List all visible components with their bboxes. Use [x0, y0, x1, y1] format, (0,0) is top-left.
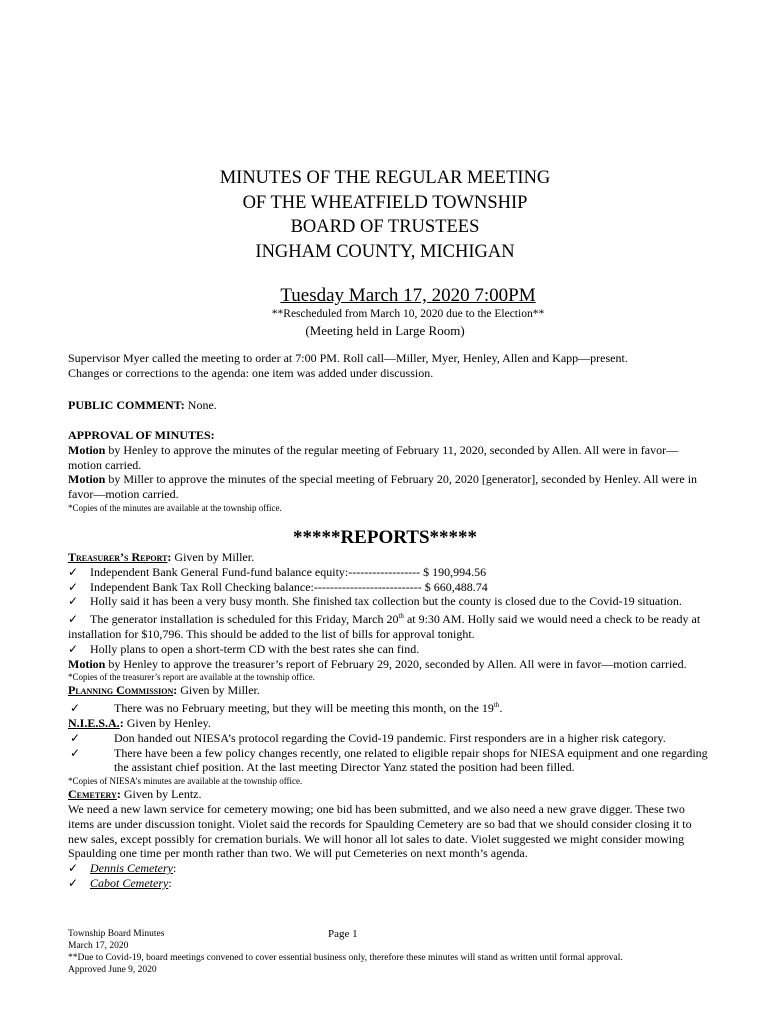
page-number: Page 1 — [328, 928, 358, 940]
meeting-room: (Meeting held in Large Room) — [305, 323, 465, 338]
opening-section — [68, 351, 708, 381]
motion-text: by Henley to approve the treasurer’s report of February 29, 2020, seconded by Allen. All were in favor—motion carried. — [108, 656, 687, 671]
cemetery-heading-line: Cemetery: Given by Lentz. — [68, 787, 202, 802]
list-item: ✓ Independent Bank Tax Roll Checking balance:--------------------------- $ 660,488.74 — [68, 579, 488, 594]
footer-line-4: Approved June 9, 2020 — [68, 965, 157, 975]
title-line: INGHAM COUNTY, MICHIGAN — [255, 241, 515, 262]
rescheduled-note: **Rescheduled from March 10, 2020 due to the Election** — [271, 308, 545, 320]
planning-heading-line: Planning Commission: Given by Miller. — [68, 683, 260, 698]
list-item: ✓ Don handed out NIESA’s protocol regarding the Covid-19 pandemic. First responders are in a higher risk category. — [70, 730, 666, 745]
planning-given-by: Given by Miller. — [180, 683, 260, 698]
treasurer-motion — [68, 657, 708, 672]
meeting-date: Tuesday March 17, 2020 7:00PM — [280, 285, 536, 306]
agenda-changes: Changes or corrections to the agenda: one item was added under discussion. — [68, 365, 434, 380]
reports-heading: *****REPORTS***** — [292, 527, 478, 548]
title-line: OF THE WHEATFIELD TOWNSHIP — [242, 192, 528, 213]
checkmark-icon: ✓ — [68, 594, 79, 609]
niesa-given-by: Given by Henley. — [126, 715, 211, 730]
treasurer-note: *Copies of the treasurer’s report are available at the township office. — [68, 672, 315, 683]
checkmark-icon: ✓ — [70, 730, 81, 745]
checkmark-icon: ✓ — [68, 875, 79, 890]
public-comment-label: PUBLIC COMMENT: — [68, 398, 185, 412]
call-to-order: Supervisor Myer called the meeting to order at 7:00 PM. Roll call—Miller, Myer, Henley, Allen and Kapp—present. — [68, 351, 628, 365]
planning-heading: Planning Commission — [68, 683, 174, 698]
motion-text: by Miller to approve the minutes of the special meeting of February 20, 2020 [generator], seconded by Henley. All were in favor—motion carried. — [68, 472, 698, 502]
title-line: BOARD OF TRUSTEES — [290, 217, 480, 237]
footer-line-1: Township Board Minutes — [68, 929, 165, 939]
page-footer — [68, 928, 708, 976]
list-item: ✓ The generator installation is scheduled for this Friday, March 20th at 9:30 AM. Holly said we would need a check to be ready at installation for $10,796. This should be added to the list of bills for approval tonight. — [68, 612, 701, 641]
approval-heading: APPROVAL OF MINUTES: — [68, 428, 215, 442]
treasurer-given-by: Given by Miller. — [174, 550, 255, 564]
list-item: ✓ Holly said it has been a very busy month. She finished tax collection but the county is closed due to the Covid-19 situation. — [68, 594, 682, 609]
checkmark-icon: ✓ — [68, 579, 79, 594]
niesa-note: *Copies of NIESA’s minutes are available at the township office. — [68, 776, 303, 787]
checkmark-icon: ✓ — [68, 861, 79, 876]
public-comment-section — [68, 398, 708, 413]
list-item: ✓ Holly plans to open a short-term CD with the best rates she can find. — [68, 641, 420, 656]
list-item: ✓ Cabot Cemetery: — [68, 875, 172, 890]
document-title — [0, 166, 770, 264]
motion-text: by Henley to approve the minutes of the regular meeting of February 11, 2020, seconded by Allen. All were in favor—motion carried. — [68, 442, 679, 472]
list-item: ✓ Independent Bank General Fund-fund balance equity:------------------ $ 190,994.56 — [68, 564, 487, 579]
checkmark-icon: ✓ — [68, 564, 79, 579]
motion-word: Motion — [68, 656, 106, 671]
list-item: ✓ Dennis Cemetery: — [68, 861, 177, 876]
treasurer-heading-line: Treasurer’s Report: Given by Miller. — [68, 550, 255, 564]
footer-line-3: **Due to Covid-19, board meetings convened to cover essential business only, therefore these minutes will stand as written until formal approval. — [68, 953, 623, 963]
cemetery-heading: Cemetery — [68, 787, 117, 802]
public-comment-text: None. — [187, 398, 217, 412]
approval-note: *Copies of the minutes are available at the township office. — [68, 502, 282, 513]
approval-section — [68, 428, 708, 514]
niesa-heading-line: N.I.E.S.A.: Given by Henley. — [68, 715, 211, 730]
treasurer-section — [68, 550, 708, 891]
footer-line-2: March 17, 2020 — [68, 941, 129, 951]
title-line: MINUTES OF THE REGULAR MEETING — [219, 168, 551, 188]
motion-word: Motion — [68, 472, 106, 487]
niesa-heading: N.I.E.S.A. — [68, 715, 120, 730]
checkmark-icon: ✓ — [70, 745, 81, 760]
cemetery-text: We need a new lawn service for cemetery mowing; one bid has been submitted, and we also need a new grave digger. These two items are under discussion tonight. Violet said the records for Spaulding Cemetery are so bad that we should consider closing it to new sales, except possibly for cremation burials. We will honor all lot sales to date. Violet suggested we might consider mowing Spaulding one time per month rather than two. We will put Cemeteries on next month’s agenda. — [68, 801, 692, 861]
list-item: ✓ There have been a few policy changes recently, one related to eligible repair shops for NIESA equipment and one regarding the assistant chief position. At the last meeting Director Yanz stated the position had been filled. — [70, 745, 708, 775]
motion-word: Motion — [68, 442, 106, 457]
checkmark-icon: ✓ — [68, 641, 79, 656]
checkmark-icon: ✓ — [70, 701, 81, 716]
cemetery-given-by: Given by Lentz. — [123, 787, 202, 802]
approval-motion-1 — [68, 443, 708, 473]
checkmark-icon: ✓ — [68, 612, 79, 627]
treasurer-heading: Treasurer’s Report — [68, 550, 168, 564]
list-item: ✓ There was no February meeting, but they will be meeting this month, on the 19th. — [70, 701, 503, 716]
approval-motion-2 — [68, 472, 708, 502]
